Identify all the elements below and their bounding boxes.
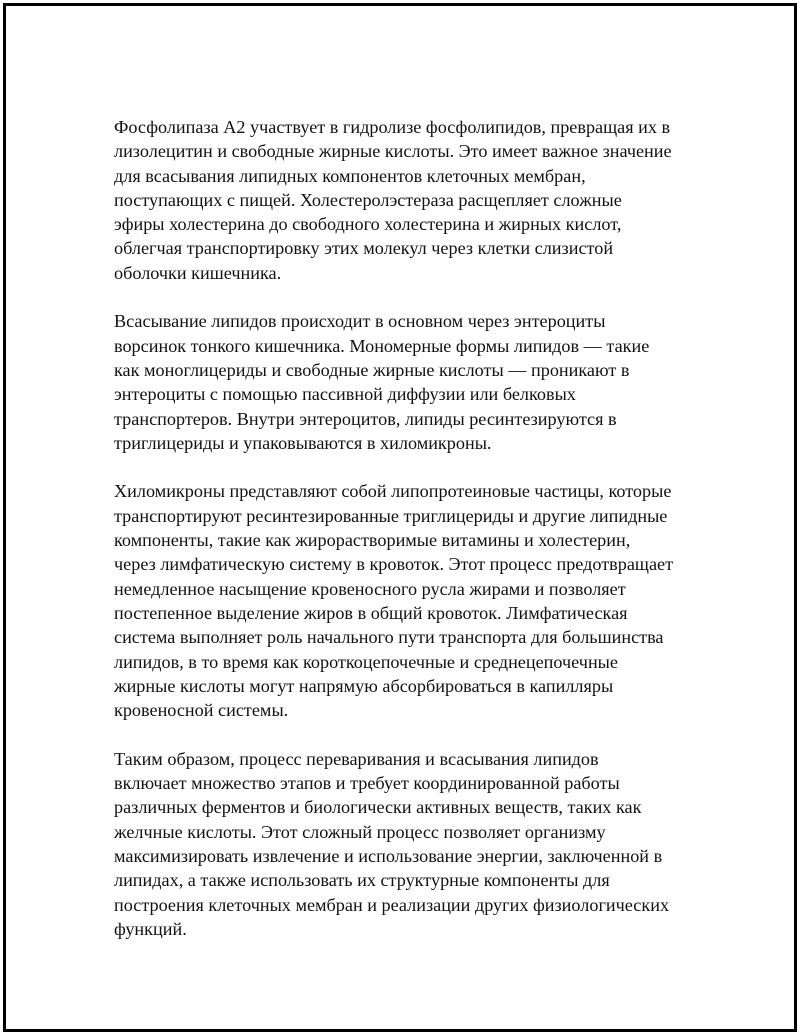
text-line: желчные кислоты. Этот сложный процесс позволяет организму [114, 821, 606, 842]
text-line: через лимфатическую систему в кровоток. Этот процесс предотвращает [114, 554, 674, 575]
text-line: немедленное насыщение кровеносного русла жирами и позволяет [114, 578, 626, 599]
text-line: эфиры холестерина до свободного холестерина и жирных кислот, [114, 214, 622, 235]
text-line: Хиломикроны представляют собой липопротеиновые частицы, которые [114, 481, 672, 502]
text-line: построения клеточных мембран и реализации других физиологических [114, 894, 670, 915]
text-line: липидов, в то время как короткоцепочечные и среднецепочечные [114, 651, 618, 672]
text-line: включает множество этапов и требует координированной работы [114, 773, 620, 794]
text-line: ворсинок тонкого кишечника. Мономерные формы липидов — такие [114, 335, 650, 356]
text-line: для всасывания липидных компонентов клеточных мембран, [114, 165, 586, 186]
paragraph-absorption [114, 309, 694, 455]
text-line: как моноглицериды и свободные жирные кислоты — проникают в [114, 359, 630, 380]
paragraph-conclusion [114, 747, 694, 941]
text-line: Таким образом, процесс переваривания и всасывания липидов [114, 748, 599, 769]
paragraph-phospholipase [114, 115, 694, 285]
text-line: жирные кислоты могут напрямую абсорбироваться в капилляры [114, 675, 614, 696]
text-line: максимизировать извлечение и использование энергии, заключенной в [114, 845, 663, 866]
text-line: система выполняет роль начального пути транспорта для большинства [114, 627, 664, 648]
text-line: различных ферментов и биологически активных веществ, таких как [114, 797, 642, 818]
document-body [114, 115, 694, 965]
text-line: постепенное выделение жиров в общий кровоток. Лимфатическая [114, 602, 628, 623]
text-line: триглицериды и упаковываются в хиломикроны. [114, 432, 492, 453]
text-line: Фосфолипаза А2 участвует в гидролизе фосфолипидов, превращая их в [114, 117, 671, 137]
text-line: кровеносной системы. [114, 700, 289, 721]
text-line: компоненты, такие как жирорастворимые витамины и холестерин, [114, 530, 631, 551]
text-line: функций. [114, 918, 187, 939]
text-line: транспортеров. Внутри энтероцитов, липиды ресинтезируются в [114, 408, 617, 429]
text-line: оболочки кишечника. [114, 262, 282, 283]
paragraph-chylomicrons [114, 479, 694, 722]
text-line: поступающих с пищей. Холестеролэстераза расщепляет сложные [114, 189, 622, 210]
text-line: Всасывание липидов происходит в основном через энтероциты [114, 311, 606, 332]
text-line: транспортируют ресинтезированные триглицериды и другие липидные [114, 505, 668, 526]
text-line: липидах, а также использовать их структурные компоненты для [114, 870, 610, 891]
text-line: облегчая транспортировку этих молекул через клетки слизистой [114, 238, 614, 259]
text-line: лизолецитин и свободные жирные кислоты. Это имеет важное значение [114, 141, 672, 162]
text-line: энтероциты с помощью пассивной диффузии или белковых [114, 384, 576, 405]
